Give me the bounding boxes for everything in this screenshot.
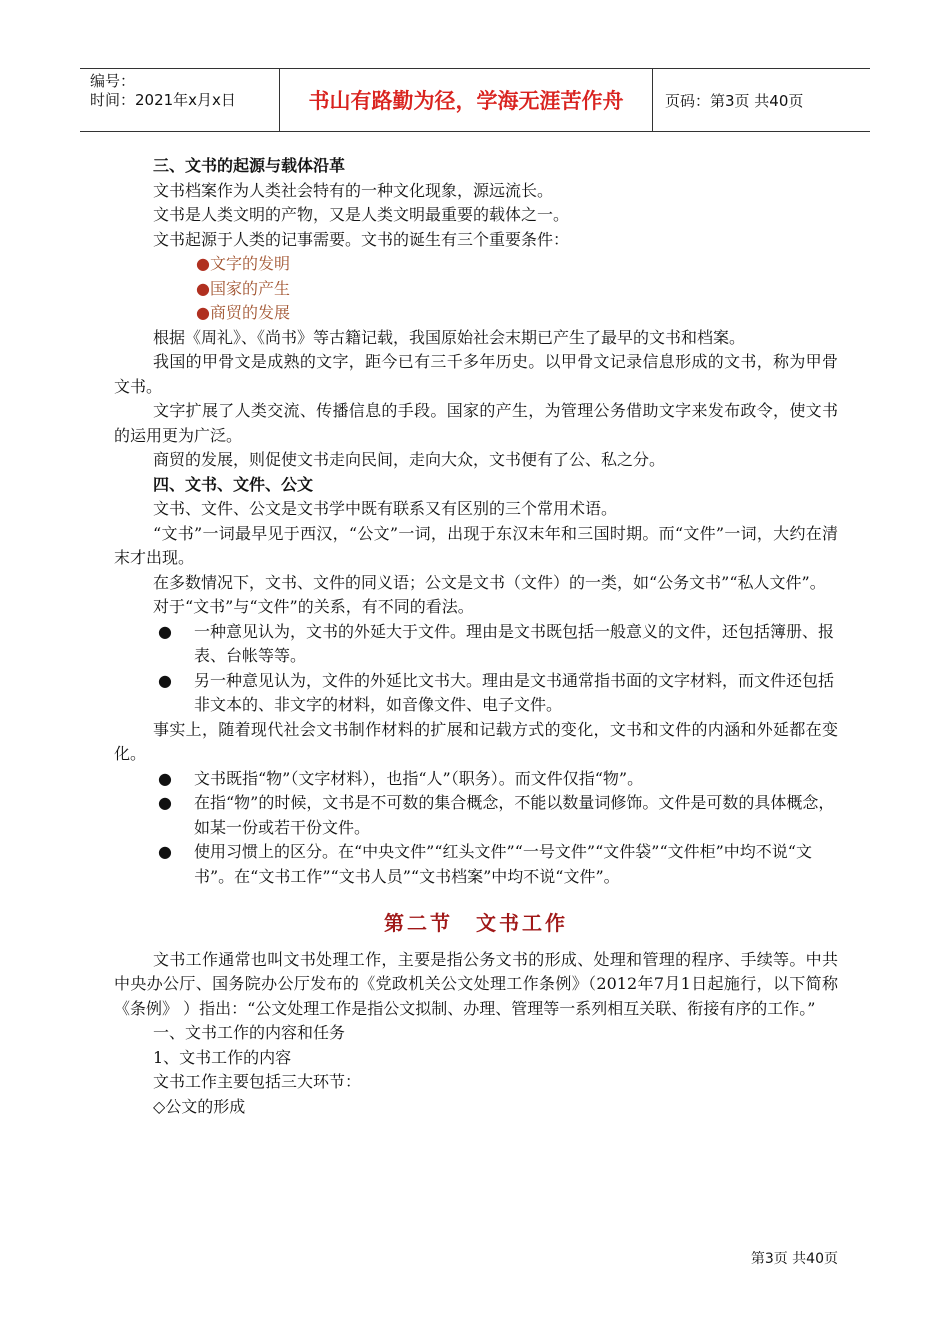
paragraph: 文书档案作为人类社会特有的一种文化现象，源远流长。 xyxy=(153,180,554,200)
paragraph: 事实上，随着现代社会文书制作材料的扩展和记载方式的变化，文书和文件的内涵和外延都在变化。 xyxy=(114,719,838,763)
bullet-icon: ● xyxy=(196,303,210,322)
paragraph: 文书是人类文明的产物，又是人类文明最重要的载体之一。 xyxy=(153,205,570,224)
time-label: 时间：2021年x月x日 xyxy=(90,91,236,109)
section-heading: 一、文书工作的内容和任务 xyxy=(153,1023,346,1042)
paragraph: 文书、文件、公文是文书学中既有联系又有区别的三个常用术语。 xyxy=(153,499,618,518)
paragraph: 在多数情况下，文书、文件的同义语；公文是文书（文件）的一类，如“公务文书”“私人文件”。 xyxy=(153,572,826,592)
header-page: 页码：第3页 共40页 xyxy=(665,91,804,110)
list-item: ●商贸的发展 xyxy=(196,303,290,322)
paragraph: 文字扩展了人类交流、传播信息的手段。国家的产生，为管理公务借助文字来发布政令，使文书的运用更为广泛。 xyxy=(114,401,838,445)
bullet-icon: ● xyxy=(158,793,172,812)
bullet-icon: ● xyxy=(158,842,172,861)
paragraph: 文书起源于人类的记事需要。文书的诞生有三个重要条件： xyxy=(153,229,570,249)
list-item: ●文字的发明 xyxy=(196,254,290,273)
paragraph: 文书工作通常也叫文书处理工作，主要是指公务文书的形成、处理和管理的程序、手续等。中共中央办公厅、国务院办公厅发布的《党政机关公文处理工作条例》（2012年7月1日起施行，以下简称《条例》 ）指出：“公文处理工作是指公文拟制、办理、管理等一系列相互关联、衔接有序的工作。” xyxy=(114,949,838,1018)
bullet-icon: ● xyxy=(158,621,172,641)
subheading: 1、文书工作的内容 xyxy=(153,1047,292,1067)
code-label: 编号： xyxy=(90,72,136,90)
list-item: ● 在指“物”的时候，文书是不可数的集合概念，不能以数量词修饰。文件是可数的具体概念，如某一份或若干份文件。 xyxy=(114,791,838,840)
header-meta xyxy=(80,69,280,131)
bullet-icon: ● xyxy=(158,768,172,788)
page-header xyxy=(80,68,870,132)
paragraph: ◇公文的形成 xyxy=(153,1096,246,1116)
section-heading: 三、文书的起源与载体沿革 xyxy=(153,156,346,175)
paragraph: 对于“文书”与“文件”的关系，有不同的看法。 xyxy=(153,597,474,616)
chapter-title: 第二节 文书工作 xyxy=(384,911,568,935)
bullet-icon: ● xyxy=(158,670,172,690)
page-footer: 第3页 共40页 xyxy=(750,1251,838,1267)
list-item: ● 使用习惯上的区分。在“中央文件”“红头文件”“一号文件”“文件袋”“文件柜”中均不说“文书”。在“文书工作”“文书人员”“文书档案”中均不说“文件”。 xyxy=(114,840,838,889)
paragraph: 根据《周礼》、《尚书》等古籍记载，我国原始社会末期已产生了最早的文书和档案。 xyxy=(153,327,746,347)
paragraph: “文书”一词最早见于西汉，“公文”一词，出现于东汉末年和三国时期。而“文件”一词，大约在清末才出现。 xyxy=(114,523,838,567)
bullet-icon: ● xyxy=(196,254,210,273)
bullet-icon: ● xyxy=(196,278,210,298)
list-item: ●国家的产生 xyxy=(196,278,290,298)
paragraph: 文书工作主要包括三大环节： xyxy=(153,1072,362,1091)
list-item: ● 一种意见认为，文书的外延大于文件。理由是文书既包括一般意义的文件，还包括簿册、报表、台帐等等。 xyxy=(114,620,838,669)
list-item: ● 文书既指“物”（文字材料），也指“人”（职务）。而文件仅指“物”。 xyxy=(114,767,838,792)
document-body xyxy=(114,154,838,1119)
header-motto: 书山有路勤为径，学海无涯苦作舟 xyxy=(280,69,653,131)
section-heading: 四、文书、文件、公文 xyxy=(153,474,314,494)
paragraph: 我国的甲骨文是成熟的文字，距今已有三千多年历史。以甲骨文记录信息形成的文书，称为甲骨文书。 xyxy=(114,352,838,396)
list-item: ● 另一种意见认为，文件的外延比文书大。理由是文书通常指书面的文字材料，而文件还包括非文本的、非文字的材料，如音像文件、电子文件。 xyxy=(114,669,838,718)
paragraph: 商贸的发展，则促使文书走向民间，走向大众，文书便有了公、私之分。 xyxy=(153,450,666,469)
